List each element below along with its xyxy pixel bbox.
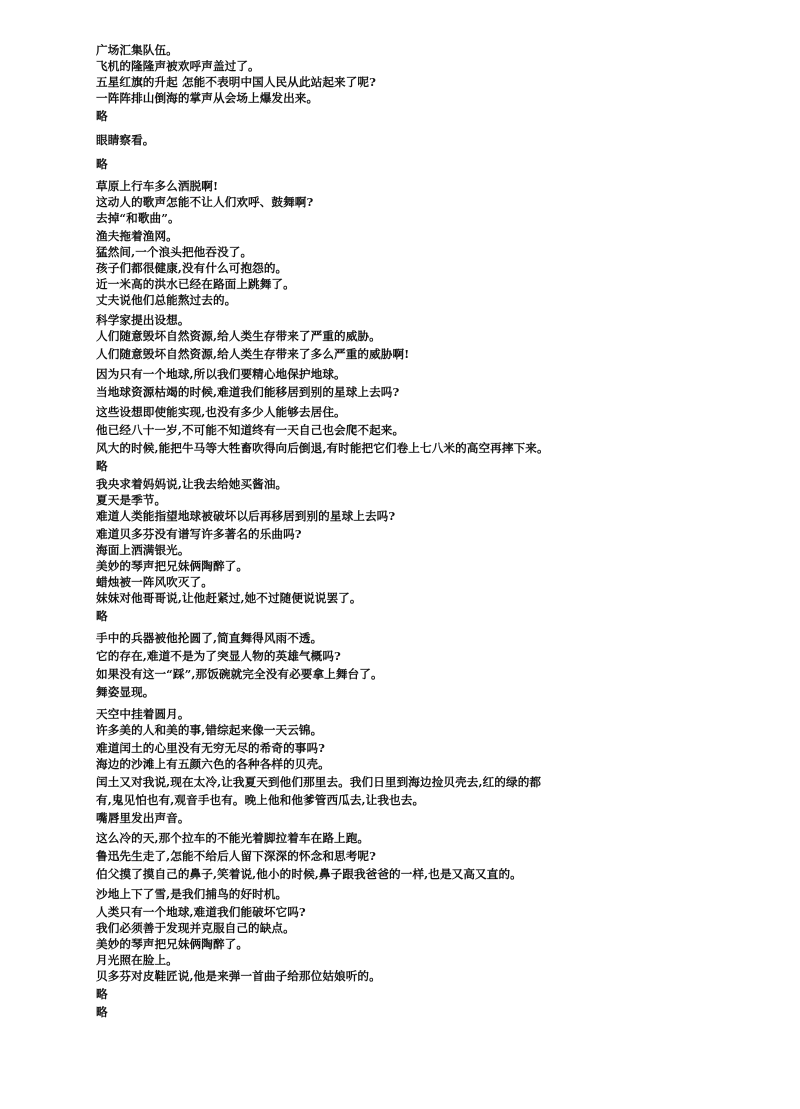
omitted-marker: 略 (96, 1005, 108, 1019)
text-line: 丈夫说他们总能熬过去的。 (96, 293, 237, 307)
text-line: 夏天是季节。 (96, 493, 167, 507)
text-line: 近一米高的洪水已经在路面上跳舞了。 (96, 277, 295, 291)
text-line: 难道闰土的心里没有无穷无尽的希奇的事吗? (96, 741, 326, 755)
text-line: 嘴唇里发出声音。 (96, 811, 190, 825)
text-line: 科学家提出设想。 (96, 313, 190, 327)
text-line: 难道人类能指望地球被破坏以后再移居到别的星球上去吗? (96, 509, 396, 523)
omitted-marker: 略 (96, 609, 108, 623)
text-line: 这些设想即使能实现,也没有多少人能够去居住。 (96, 405, 346, 419)
text-line: 渔夫拖着渔网。 (96, 229, 178, 243)
text-line: 如果没有这一“踩”,那饭碗就完全没有必要拿上舞台了。 (96, 667, 383, 681)
text-line: 风大的时候,能把牛马等大牲畜吹得向后倒退,有时能把它们卷上七八米的高空再摔下来。 (96, 441, 549, 455)
text-line: 有,鬼见怕也有,观音手也有。晚上他和他爹管西瓜去,让我也去。 (96, 793, 425, 807)
omitted-marker: 略 (96, 157, 108, 171)
text-line: 伯父摸了摸自己的鼻子,笑着说,他小的时候,鼻子跟我爸爸的一样,也是又高又直的。 (96, 867, 522, 881)
text-line: 沙地上下了雪,是我们捕鸟的好时机。 (96, 887, 288, 901)
text-line: 人类只有一个地球,难道我们能破坏它吗? (96, 905, 306, 919)
text-line: 广场汇集队伍。 (96, 43, 178, 57)
text-line: 这动人的歌声怎能不让人们欢呼、鼓舞啊? (96, 195, 314, 209)
text-line: 月光照在脸上。 (96, 953, 178, 967)
text-line: 手中的兵器被他抡圆了,简直舞得风雨不透。 (96, 631, 323, 645)
text-line: 因为只有一个地球,所以我们要精心地保护地球。 (96, 367, 346, 381)
text-line: 草原上行车多么洒脱啊! (96, 179, 219, 193)
text-line: 当地球资源枯竭的时候,难道我们能移居到别的星球上去吗? (96, 385, 400, 399)
omitted-marker: 略 (96, 109, 108, 123)
text-line: 海边的沙滩上有五颜六色的各种各样的贝壳。 (96, 757, 330, 771)
text-line: 人们随意毁坏自然资源,给人类生存带来了严重的威胁。 (96, 329, 381, 343)
text-line: 美妙的琴声把兄妹俩陶醉了。 (96, 937, 249, 951)
text-line: 这么冷的天,那个拉车的不能光着脚拉着车在路上跑。 (96, 831, 370, 845)
text-line: 妹妹对他哥哥说,让他赶紧过,她不过随便说说罢了。 (96, 591, 362, 605)
text-line: 五星红旗的升起 怎能不表明中国人民从此站起来了呢? (96, 75, 376, 89)
text-line: 美妙的琴声把兄妹俩陶醉了。 (96, 559, 249, 573)
text-line: 蜡烛被一阵风吹灭了。 (96, 575, 213, 589)
text-line: 海面上洒满银光。 (96, 543, 190, 557)
omitted-marker: 略 (96, 987, 108, 1001)
text-line: 人们随意毁坏自然资源,给人类生存带来了多么严重的威胁啊! (96, 347, 410, 361)
text-line: 天空中挂着圆月。 (96, 707, 190, 721)
text-line: 去掉“和歌曲”。 (96, 211, 180, 225)
text-line: 舞姿显现。 (96, 685, 155, 699)
text-line: 闰土又对我说,现在太冷,让我夏天到他们那里去。我们日里到海边捡贝壳去,红的绿的都 (96, 775, 542, 789)
text-line: 难道贝多芬没有谱写许多著名的乐曲吗? (96, 527, 302, 541)
text-line: 贝多芬对皮鞋匠说,他是来弹一首曲子给那位姑娘听的。 (96, 969, 381, 983)
text-line: 孩子们都很健康,没有什么可抱怨的。 (96, 261, 288, 275)
text-line: 一阵阵排山倒海的掌声从会场上爆发出来。 (96, 91, 319, 105)
text-line: 许多美的人和美的事,错综起来像一天云锦。 (96, 723, 323, 737)
text-line: 飞机的隆隆声被欢呼声盖过了。 (96, 59, 260, 73)
text-line: 猛然间,一个浪头把他吞没了。 (96, 245, 253, 259)
text-line: 它的存在,难道不是为了突显人物的英雄气概吗? (96, 649, 341, 663)
omitted-marker: 略 (96, 459, 108, 473)
text-line: 我央求着妈妈说,让我去给她买酱油。 (96, 477, 288, 491)
text-line: 他已经八十一岁,不可能不知道终有一天自己也会爬不起来。 (96, 423, 405, 437)
text-line: 眼睛察看。 (96, 133, 155, 147)
text-line: 我们必须善于发现并克服自己的缺点。 (96, 921, 295, 935)
text-line: 鲁迅先生走了,怎能不给后人留下深深的怀念和思考呢? (96, 849, 376, 863)
